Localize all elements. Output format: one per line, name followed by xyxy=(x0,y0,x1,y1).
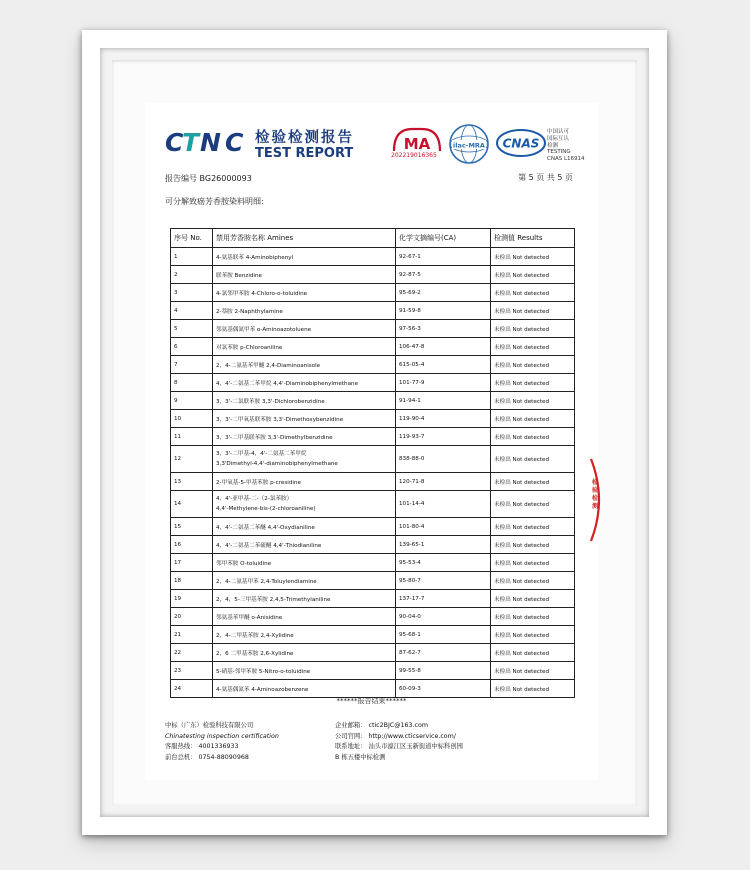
cell-no: 19 xyxy=(171,590,213,608)
cell-no: 15 xyxy=(171,518,213,536)
cell-no: 4 xyxy=(171,302,213,320)
cell-amine: 4，4'-二氨基二苯醚 4,4'-Oxydianiline xyxy=(213,518,396,536)
cell-result: 未检出 Not detected xyxy=(491,644,575,662)
cell-amine-line: 3,3'Dimethyl-4,4'-diaminobiphenylmethane xyxy=(216,461,338,467)
cell-cas: 101-14-4 xyxy=(396,491,491,518)
table-row xyxy=(171,608,575,626)
cell-cas: 106-47-8 xyxy=(396,338,491,356)
cell-result: 未检出 Not detected xyxy=(491,284,575,302)
table-row xyxy=(171,680,575,698)
cell-amine: 4，4'-二氨基二苯甲烷 4,4'-Diaminobiphenylmethane xyxy=(213,374,396,392)
cell-amine: 2，6 二甲基苯胺 2,6-Xylidine xyxy=(213,644,396,662)
cell-no: 22 xyxy=(171,644,213,662)
table-header-row xyxy=(171,229,575,248)
cell-result: 未检出 Not detected xyxy=(491,356,575,374)
cell-cas: 91-94-1 xyxy=(396,392,491,410)
cell-no: 12 xyxy=(171,446,213,473)
cell-cas: 92-67-1 xyxy=(396,248,491,266)
cell-amine: 2，4-二氨基甲苯 2,4-Toluylendiamine xyxy=(213,572,396,590)
cell-amine: 2-萘胺 2-Naphthylamine xyxy=(213,302,396,320)
header-no: 序号 No. xyxy=(171,229,213,248)
cell-amine: 3，3'-二甲氧基联苯胺 3,3'-Dimethoxybenzidine xyxy=(213,410,396,428)
cell-amine: 邻氨基偶氮甲苯 o-Aminoazotoluene xyxy=(213,320,396,338)
report-page xyxy=(145,103,598,780)
table-row xyxy=(171,338,575,356)
cell-no: 16 xyxy=(171,536,213,554)
table-row xyxy=(171,428,575,446)
cell-result: 未检出 Not detected xyxy=(491,626,575,644)
cell-amine: 4-氨基偶氮苯 4-Aminoazobenzene xyxy=(213,680,396,698)
cnas-logo-text: CNAS xyxy=(502,136,540,151)
cell-amine: 4，4'-二氨基二苯硫醚 4,4'-Thiodianiline xyxy=(213,536,396,554)
section-title: 可分解致癌芳香胺染料明细: xyxy=(165,197,264,206)
cell-cas: 95-68-1 xyxy=(396,626,491,644)
cell-no: 5 xyxy=(171,320,213,338)
cell-amine: 2，4-二甲基苯胺 2,4-Xylidine xyxy=(213,626,396,644)
cell-amine: 3，3'-二甲基联苯胺 3,3'-Dimethylbenzidine xyxy=(213,428,396,446)
table-row xyxy=(171,302,575,320)
cell-amine: 5-硝基-邻甲苯胺 5-Nitro-o-toluidine xyxy=(213,662,396,680)
svg-text:N: N xyxy=(200,129,220,155)
cell-no: 13 xyxy=(171,473,213,491)
table-row xyxy=(171,536,575,554)
table-row xyxy=(171,410,575,428)
report-end-mark: ******报告结束****** xyxy=(336,697,407,705)
ma-logo-text: MA xyxy=(403,135,431,153)
cell-cas: 95-53-4 xyxy=(396,554,491,572)
ctnc-logo xyxy=(165,129,253,155)
table-row xyxy=(171,572,575,590)
cell-cas: 99-55-8 xyxy=(396,662,491,680)
table-row xyxy=(171,320,575,338)
cnas-line: 中国认可 xyxy=(547,129,570,135)
header-cas: 化学文摘编号(CA) xyxy=(396,229,491,248)
cell-cas: 139-65-1 xyxy=(396,536,491,554)
cell-no: 7 xyxy=(171,356,213,374)
cell-no: 6 xyxy=(171,338,213,356)
cell-no: 9 xyxy=(171,392,213,410)
cell-cas: 838-88-0 xyxy=(396,446,491,473)
cell-cas: 137-17-7 xyxy=(396,590,491,608)
table-row xyxy=(171,284,575,302)
cell-result: 未检出 Not detected xyxy=(491,320,575,338)
cell-amine: 联苯胺 Benzidine xyxy=(213,266,396,284)
table-row xyxy=(171,626,575,644)
footer-line: 企业邮箱： ctic2BJC@163.com xyxy=(335,722,428,729)
cell-amine xyxy=(213,446,396,473)
cnas-line: TESTING xyxy=(547,149,571,156)
footer-line: 联系地址： 汕头市濠江区玉新街道中标科创园 xyxy=(335,743,463,750)
cell-result: 未检出 Not detected xyxy=(491,473,575,491)
table-row xyxy=(171,554,575,572)
footer-company-info xyxy=(165,721,279,763)
cell-amine-line: 4，4'-亚甲基-二-（2-氯苯胺） xyxy=(216,496,293,502)
footer-line: Chinatesting inspection certification xyxy=(165,732,279,740)
red-seal-stamp xyxy=(589,455,605,545)
cell-cas: 97-56-3 xyxy=(396,320,491,338)
cell-cas: 615-05-4 xyxy=(396,356,491,374)
cell-amine: 邻氨基苯甲醚 o-Anisidine xyxy=(213,608,396,626)
cell-amine-line: 3，3'-二甲基-4，4'-二氨基二苯甲烷 xyxy=(216,451,307,457)
page-number: 第 5 页 共 5 页 xyxy=(518,173,573,182)
footer-line: 客服热线： 4001336933 xyxy=(165,743,239,750)
cell-amine: 4-氨基联苯 4-Aminobiphenyl xyxy=(213,248,396,266)
cell-no: 1 xyxy=(171,248,213,266)
cell-no: 23 xyxy=(171,662,213,680)
cell-result: 未检出 Not detected xyxy=(491,428,575,446)
cell-result: 未检出 Not detected xyxy=(491,248,575,266)
cell-amine: 邻甲苯胺 O-toluidine xyxy=(213,554,396,572)
cnas-line: 检测 xyxy=(547,142,559,149)
table-row xyxy=(171,266,575,284)
cell-no: 24 xyxy=(171,680,213,698)
cell-cas: 87-62-7 xyxy=(396,644,491,662)
cell-result: 未检出 Not detected xyxy=(491,536,575,554)
svg-text:T: T xyxy=(182,129,199,155)
table-row xyxy=(171,662,575,680)
footer-line: 前台总机： 0754-88090968 xyxy=(165,753,249,761)
cell-cas: 95-69-2 xyxy=(396,284,491,302)
header-amines: 禁用芳香胺名称 Amines xyxy=(213,229,396,248)
cell-result: 未检出 Not detected xyxy=(491,338,575,356)
cell-amine: 4-氯邻甲苯胺 4-Chloro-o-toluidine xyxy=(213,284,396,302)
cell-cas: 90-04-0 xyxy=(396,608,491,626)
cell-amine: 3，3'-二氯联苯胺 3,3'-Dichlorobenzidine xyxy=(213,392,396,410)
cell-cas: 101-77-9 xyxy=(396,374,491,392)
cell-no: 18 xyxy=(171,572,213,590)
cnas-line: 国际互认 xyxy=(547,135,570,142)
report-title-cn: 检验检测报告 xyxy=(255,130,354,146)
cell-result: 未检出 Not detected xyxy=(491,590,575,608)
cell-cas: 119-90-4 xyxy=(396,410,491,428)
report-number: 报告编号 BG26000093 xyxy=(165,174,252,183)
cell-amine: 对氯苯胺 p-Chloroaniline xyxy=(213,338,396,356)
cell-no: 14 xyxy=(171,491,213,518)
ilac-mra-logo-icon xyxy=(448,123,490,165)
cell-result: 未检出 Not detected xyxy=(491,374,575,392)
table-row xyxy=(171,590,575,608)
table-row xyxy=(171,644,575,662)
table-body xyxy=(171,248,575,698)
amines-table xyxy=(170,228,575,698)
cell-cas: 95-80-7 xyxy=(396,572,491,590)
cma-number: 202219016365 xyxy=(391,152,437,159)
cell-no: 8 xyxy=(171,374,213,392)
cell-amine: 2-甲氧基-5-甲基苯胺 p-cresidine xyxy=(213,473,396,491)
footer-line: 中标（广东）检验科技有限公司 xyxy=(165,722,254,729)
table-row xyxy=(171,473,575,491)
cell-result: 未检出 Not detected xyxy=(491,518,575,536)
cell-cas: 91-59-8 xyxy=(396,302,491,320)
cell-result: 未检出 Not detected xyxy=(491,554,575,572)
footer-line: B 栋五楼中标检测 xyxy=(335,753,386,761)
table-row xyxy=(171,374,575,392)
footer-line: 公司官网： http://www.cticservice.com/ xyxy=(335,732,456,740)
table-row xyxy=(171,518,575,536)
table-row xyxy=(171,356,575,374)
cell-cas: 120-71-8 xyxy=(396,473,491,491)
ilac-logo-text: ilac-MRA xyxy=(453,141,485,150)
cell-amine xyxy=(213,491,396,518)
cnas-line: CNAS L16914 xyxy=(547,156,585,163)
cnas-logo-icon xyxy=(495,127,547,159)
cell-amine-line: 4,4'-Methylene-bis-(2-chloroaniline) xyxy=(216,506,316,512)
cell-result: 未检出 Not detected xyxy=(491,680,575,698)
cell-result: 未检出 Not detected xyxy=(491,410,575,428)
cell-result: 未检出 Not detected xyxy=(491,662,575,680)
cell-result: 未检出 Not detected xyxy=(491,572,575,590)
cell-amine: 2，4，5-三甲基苯胺 2,4,5-Trimethylaniline xyxy=(213,590,396,608)
cnas-accreditation-text xyxy=(547,129,585,163)
cell-result: 未检出 Not detected xyxy=(491,302,575,320)
cell-cas: 119-93-7 xyxy=(396,428,491,446)
cell-no: 17 xyxy=(171,554,213,572)
cell-result: 未检出 Not detected xyxy=(491,491,575,518)
cell-no: 3 xyxy=(171,284,213,302)
cell-cas: 60-09-3 xyxy=(396,680,491,698)
cell-result: 未检出 Not detected xyxy=(491,446,575,473)
cell-no: 21 xyxy=(171,626,213,644)
svg-text:C: C xyxy=(225,129,243,155)
header-results: 检测值 Results xyxy=(491,229,575,248)
cell-result: 未检出 Not detected xyxy=(491,392,575,410)
cell-result: 未检出 Not detected xyxy=(491,608,575,626)
table-row xyxy=(171,392,575,410)
footer-contact-info xyxy=(335,721,463,763)
report-title-en: TEST REPORT xyxy=(255,146,354,161)
cell-no: 11 xyxy=(171,428,213,446)
table-row xyxy=(171,491,575,518)
cell-cas: 101-80-4 xyxy=(396,518,491,536)
cell-cas: 92-87-5 xyxy=(396,266,491,284)
cell-no: 10 xyxy=(171,410,213,428)
cell-no: 2 xyxy=(171,266,213,284)
table-row xyxy=(171,248,575,266)
cell-no: 20 xyxy=(171,608,213,626)
cell-result: 未检出 Not detected xyxy=(491,266,575,284)
cell-amine: 2，4-二氨基苯甲醚 2,4-Diaminoanisole xyxy=(213,356,396,374)
table-row xyxy=(171,446,575,473)
svg-text:C: C xyxy=(165,129,183,155)
seal-text: 检验检测 xyxy=(592,479,599,510)
